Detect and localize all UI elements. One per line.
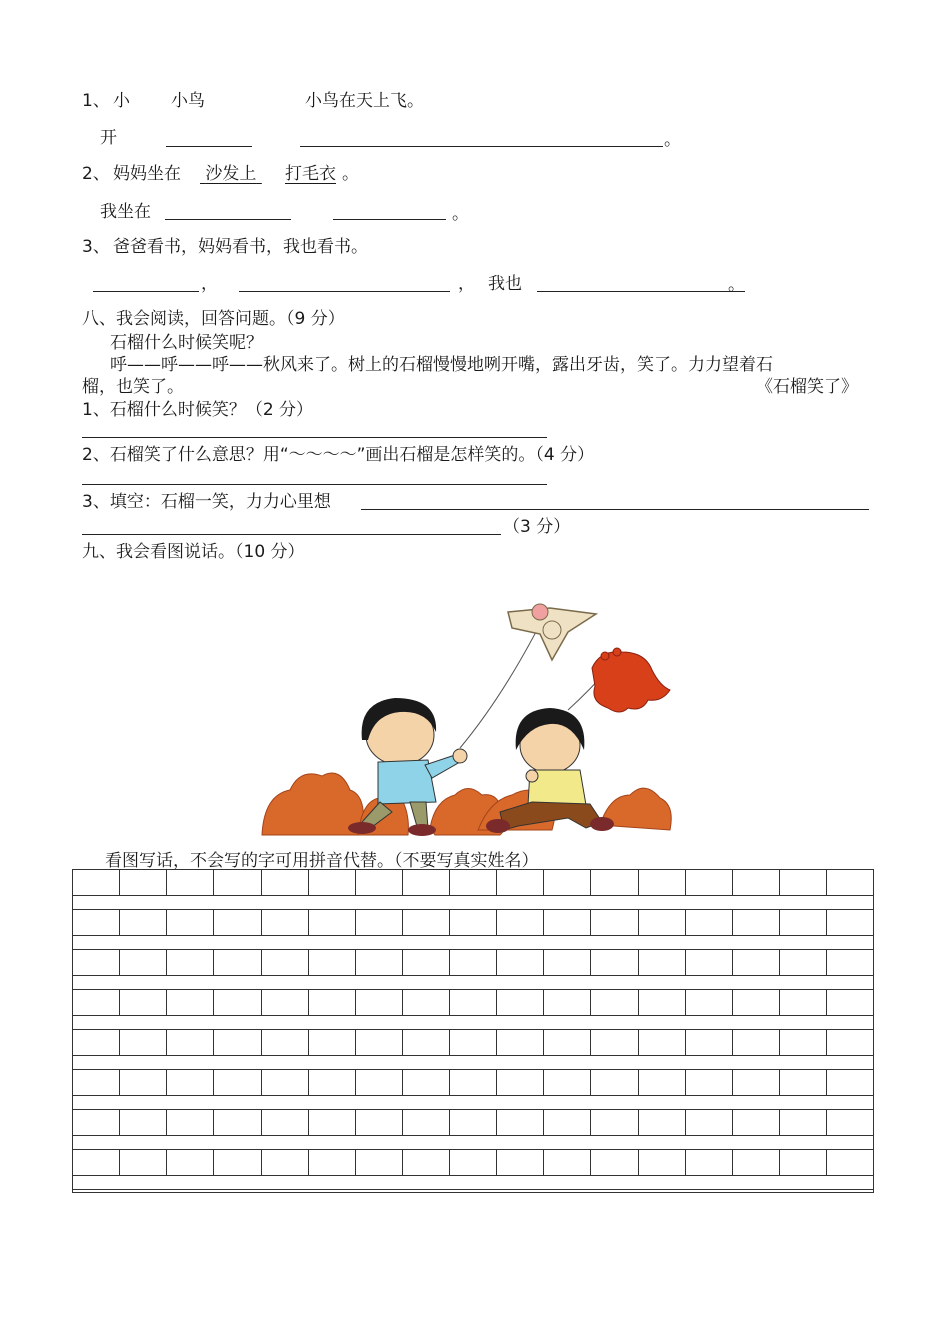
grid-cell[interactable] (544, 1070, 591, 1095)
grid-cell[interactable] (780, 1030, 827, 1055)
grid-cell[interactable] (73, 950, 120, 975)
grid-cell[interactable] (120, 910, 167, 935)
grid-cell[interactable] (262, 1070, 309, 1095)
grid-cell[interactable] (827, 950, 873, 975)
q1-period: 。 (664, 130, 681, 150)
grid-cell[interactable] (73, 1070, 120, 1095)
grid-cell[interactable] (686, 950, 733, 975)
q1-blank-word[interactable] (166, 146, 252, 147)
grid-cell[interactable] (120, 990, 167, 1015)
q2-line2-text: 我坐在 (100, 202, 151, 222)
grid-cell[interactable] (120, 870, 167, 895)
kite-flying-illustration (250, 590, 700, 845)
grid-cell[interactable] (214, 990, 261, 1015)
grid-cell[interactable] (262, 870, 309, 895)
grid-row (73, 990, 873, 1016)
grid-cell[interactable] (167, 1070, 214, 1095)
grid-cell[interactable] (591, 1030, 638, 1055)
grid-cell[interactable] (120, 1150, 167, 1175)
grid-cell[interactable] (686, 1110, 733, 1135)
reading-q3-score: （3 分） (503, 517, 571, 537)
fish-kite-icon (592, 648, 670, 712)
reading-q3-answer-line-2[interactable] (82, 534, 501, 535)
grid-cell[interactable] (544, 870, 591, 895)
grid-cell[interactable] (309, 950, 356, 975)
grid-cell[interactable] (639, 1030, 686, 1055)
grid-cell[interactable] (733, 1110, 780, 1135)
grid-cell[interactable] (450, 950, 497, 975)
writing-instruction: 看图写话，不会写的字可用拼音代替。（不要写真实姓名） (105, 851, 539, 871)
grid-row-gap (73, 1136, 873, 1150)
q2-end: 。 (342, 164, 359, 184)
grid-row-gap (73, 896, 873, 910)
q1-line2-char: 开 (100, 128, 117, 148)
grid-cell[interactable] (262, 990, 309, 1015)
grid-cell[interactable] (686, 1150, 733, 1175)
grid-cell[interactable] (827, 1150, 873, 1175)
grid-cell[interactable] (356, 870, 403, 895)
grid-cell[interactable] (403, 910, 450, 935)
grid-cell[interactable] (733, 1030, 780, 1055)
q2-number: 2、 (82, 164, 110, 184)
q2-underlined-place: 沙发上 (205, 164, 257, 184)
grid-cell[interactable] (356, 950, 403, 975)
grid-row (73, 910, 873, 936)
q3-text: 爸爸看书，妈妈看书，我也看书。 (113, 237, 368, 257)
grid-cell[interactable] (73, 910, 120, 935)
grid-cell[interactable] (591, 990, 638, 1015)
grid-cell[interactable] (639, 950, 686, 975)
grid-cell[interactable] (403, 1110, 450, 1135)
q1-word-a: 小 (113, 91, 130, 111)
grid-cell[interactable] (780, 950, 827, 975)
grid-cell[interactable] (120, 1110, 167, 1135)
grid-cell[interactable] (780, 910, 827, 935)
grid-cell[interactable] (356, 910, 403, 935)
grid-cell[interactable] (591, 950, 638, 975)
grid-cell[interactable] (167, 990, 214, 1015)
q1-blank-sentence[interactable] (300, 146, 663, 147)
grid-cell[interactable] (827, 870, 873, 895)
q2-blank-place[interactable] (165, 219, 291, 220)
grid-cell[interactable] (450, 1110, 497, 1135)
grid-cell[interactable] (309, 1110, 356, 1135)
grid-cell[interactable] (309, 1030, 356, 1055)
grid-cell[interactable] (591, 1070, 638, 1095)
grid-row (73, 1150, 873, 1176)
grid-cell[interactable] (733, 990, 780, 1015)
grid-cell[interactable] (497, 1030, 544, 1055)
grid-cell[interactable] (120, 1070, 167, 1095)
grid-row-gap (73, 1096, 873, 1110)
girl-right-icon (486, 708, 614, 833)
grid-cell[interactable] (214, 910, 261, 935)
writing-grid[interactable] (72, 869, 874, 1193)
grid-cell[interactable] (73, 990, 120, 1015)
q1-sentence: 小鸟在天上飞。 (305, 91, 424, 111)
grid-row (73, 870, 873, 896)
grid-cell[interactable] (120, 950, 167, 975)
reading-q2-answer-line[interactable] (82, 484, 547, 485)
section8-heading: 八、我会阅读，回答问题。（9 分） (82, 309, 345, 329)
grid-cell[interactable] (686, 870, 733, 895)
grid-cell[interactable] (639, 990, 686, 1015)
grid-cell[interactable] (262, 910, 309, 935)
q3-comma-2: ， (458, 274, 475, 294)
q3-comma-1: ， (201, 274, 218, 294)
grid-cell[interactable] (214, 1030, 261, 1055)
grid-cell[interactable] (591, 870, 638, 895)
grid-cell[interactable] (262, 1110, 309, 1135)
grid-cell[interactable] (544, 990, 591, 1015)
grid-cell[interactable] (73, 1150, 120, 1175)
grid-cell[interactable] (403, 1070, 450, 1095)
grid-row-gap (73, 1056, 873, 1070)
passage-source: 《石榴笑了》 (756, 377, 858, 397)
q3-period: 。 (728, 275, 745, 295)
grid-cell[interactable] (780, 1070, 827, 1095)
grid-cell[interactable] (73, 1110, 120, 1135)
reading-q2: 2、石榴笑了什么意思？用“～～～～”画出石榴是怎样笑的。（4 分） (82, 445, 595, 465)
grid-cell[interactable] (309, 1070, 356, 1095)
grid-row (73, 1070, 873, 1096)
q3-wo-ye: 我也 (488, 274, 522, 294)
grid-cell[interactable] (450, 1070, 497, 1095)
q2-underlined-action: 打毛衣 (285, 164, 336, 184)
grid-row (73, 950, 873, 976)
grid-cell[interactable] (544, 1110, 591, 1135)
grid-cell[interactable] (214, 1070, 261, 1095)
grid-row (73, 1110, 873, 1136)
q1-number: 1、 (82, 91, 110, 111)
grid-cell[interactable] (780, 870, 827, 895)
reading-q1-answer-line[interactable] (82, 437, 547, 438)
grid-cell[interactable] (686, 990, 733, 1015)
grid-cell[interactable] (591, 1150, 638, 1175)
grid-cell[interactable] (356, 1070, 403, 1095)
grid-cell[interactable] (497, 910, 544, 935)
grid-cell[interactable] (167, 1110, 214, 1135)
grid-cell[interactable] (214, 870, 261, 895)
grid-row-gap (73, 936, 873, 950)
grid-cell[interactable] (780, 990, 827, 1015)
grid-cell[interactable] (733, 910, 780, 935)
grid-cell[interactable] (356, 1150, 403, 1175)
grid-cell[interactable] (827, 1070, 873, 1095)
q3-blank-2[interactable] (239, 291, 450, 292)
q3-number: 3、 (82, 237, 110, 257)
grid-cell[interactable] (403, 990, 450, 1015)
grid-cell[interactable] (497, 990, 544, 1015)
q3-blank-1[interactable] (93, 291, 199, 292)
grid-cell[interactable] (686, 1030, 733, 1055)
grid-cell[interactable] (73, 870, 120, 895)
grid-cell[interactable] (686, 910, 733, 935)
grid-cell[interactable] (356, 1030, 403, 1055)
grid-cell[interactable] (450, 1150, 497, 1175)
grid-cell[interactable] (167, 910, 214, 935)
grid-cell[interactable] (73, 1030, 120, 1055)
q2-period: 。 (452, 204, 469, 224)
grid-cell[interactable] (733, 1070, 780, 1095)
q2-text: 妈妈坐在 (113, 164, 181, 184)
grid-cell[interactable] (733, 870, 780, 895)
grid-cell[interactable] (214, 950, 261, 975)
grid-cell[interactable] (167, 1030, 214, 1055)
passage-line-1: 呼——呼——呼——秋风来了。树上的石榴慢慢地咧开嘴，露出牙齿，笑了。力力望着石 (110, 355, 773, 375)
grid-row-gap (73, 976, 873, 990)
grid-cell[interactable] (309, 1150, 356, 1175)
q2-blank-action[interactable] (333, 219, 446, 220)
q3-blank-3[interactable] (537, 291, 745, 292)
grid-cell[interactable] (639, 1150, 686, 1175)
grid-cell[interactable] (497, 1070, 544, 1095)
grid-cell[interactable] (591, 910, 638, 935)
grid-cell[interactable] (403, 870, 450, 895)
grid-cell[interactable] (403, 1150, 450, 1175)
grid-cell[interactable] (497, 1150, 544, 1175)
grid-cell[interactable] (827, 1030, 873, 1055)
star-kite-icon (508, 604, 596, 660)
section9-heading: 九、我会看图说话。（10 分） (82, 542, 305, 562)
grid-cell[interactable] (827, 990, 873, 1015)
reading-q3: 3、填空：石榴一笑，力力心里想 (82, 492, 331, 512)
grid-cell[interactable] (497, 950, 544, 975)
grid-cell[interactable] (120, 1030, 167, 1055)
grid-row-gap (73, 1016, 873, 1030)
grid-cell[interactable] (827, 1110, 873, 1135)
grid-cell[interactable] (544, 950, 591, 975)
grid-cell[interactable] (733, 1150, 780, 1175)
q1-word-b: 小鸟 (171, 91, 205, 111)
grid-cell[interactable] (591, 1110, 638, 1135)
grid-cell[interactable] (356, 1110, 403, 1135)
grid-cell[interactable] (356, 990, 403, 1015)
grid-cell[interactable] (450, 1030, 497, 1055)
grid-cell[interactable] (827, 910, 873, 935)
grid-cell[interactable] (544, 1150, 591, 1175)
grid-cell[interactable] (639, 1070, 686, 1095)
grid-cell[interactable] (450, 990, 497, 1015)
grid-cell[interactable] (639, 870, 686, 895)
grid-cell[interactable] (497, 870, 544, 895)
grid-cell[interactable] (780, 1110, 827, 1135)
grid-cell[interactable] (309, 870, 356, 895)
grid-cell[interactable] (450, 910, 497, 935)
grid-row-gap (73, 1176, 873, 1190)
grid-cell[interactable] (262, 950, 309, 975)
grid-row (73, 1030, 873, 1056)
reading-q1: 1、石榴什么时候笑？（2 分） (82, 400, 314, 420)
grid-cell[interactable] (167, 870, 214, 895)
passage-line-2: 榴，也笑了。 (82, 377, 184, 397)
grid-cell[interactable] (403, 950, 450, 975)
grid-cell[interactable] (214, 1150, 261, 1175)
grid-cell[interactable] (262, 1030, 309, 1055)
grid-cell[interactable] (733, 950, 780, 975)
grid-cell[interactable] (544, 1030, 591, 1055)
grid-cell[interactable] (309, 990, 356, 1015)
passage-title: 石榴什么时候笑呢？ (110, 333, 263, 353)
grid-cell[interactable] (167, 1150, 214, 1175)
grid-cell[interactable] (214, 1110, 261, 1135)
grid-cell[interactable] (262, 1150, 309, 1175)
grid-cell[interactable] (544, 910, 591, 935)
grid-cell[interactable] (403, 1030, 450, 1055)
reading-q3-answer-line-1[interactable] (361, 509, 869, 510)
grid-cell[interactable] (780, 1150, 827, 1175)
grid-cell[interactable] (639, 910, 686, 935)
grid-cell[interactable] (450, 870, 497, 895)
grid-cell[interactable] (686, 1070, 733, 1095)
grid-cell[interactable] (309, 910, 356, 935)
grid-cell[interactable] (167, 950, 214, 975)
grid-cell[interactable] (639, 1110, 686, 1135)
grid-cell[interactable] (497, 1110, 544, 1135)
